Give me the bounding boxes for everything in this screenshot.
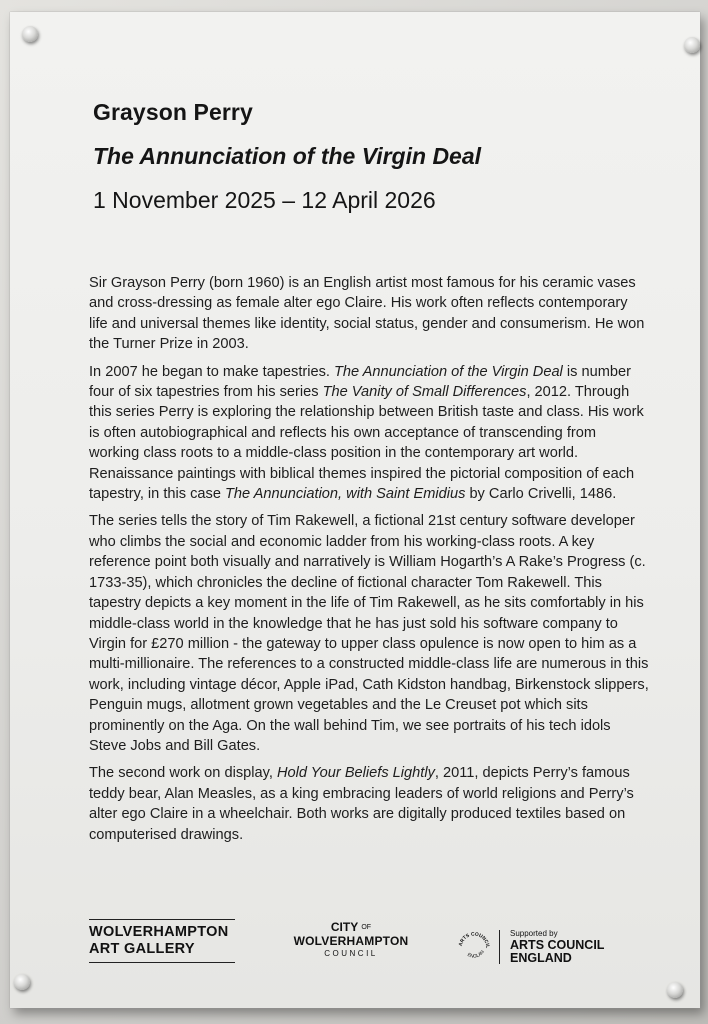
mounting-screw-bottom-right [667,982,683,998]
logo-text: ART GALLERY [89,941,195,957]
artwork-title-italic: The Annunciation of the Virgin Deal [334,363,563,380]
logo-text: ENGLAN [466,949,486,960]
arts-council-wordmark [510,929,604,965]
logo-text: ENGLAND [510,951,572,965]
logo-text [292,921,410,934]
mounting-screw-top-right [684,37,700,53]
arts-council-roundel-icon [455,927,493,965]
painting-title-italic: The Annunciation, with Saint Emidius [225,486,466,503]
series-title-italic: The Vanity of Small Differences [322,384,527,401]
logo-text: ARTS COUNCIL [458,932,490,949]
text-run: by Carlo Crivelli, 1486. [465,486,617,503]
artist-name: Grayson Perry [93,99,253,125]
logo-text: Supported by [510,929,558,938]
mounting-screw-top-left [22,26,38,42]
logo-text: WOLVERHAMPTON [89,924,229,940]
logo-text: COUNCIL [324,949,378,958]
exhibition-dates: 1 November 2025 – 12 April 2026 [93,187,436,213]
logo-text: OF [361,924,372,931]
city-of-wolverhampton-council-logo [292,921,410,959]
artwork-title: The Annunciation of the Virgin Deal [93,143,482,169]
paragraph-story: The series tells the story of Tim Rakewell, a fictional 21st century software developer who climbs the social and economic ladder from his working-class roots. A key reference point both visually and narratively is William Hogarth’s A Rake’s Progress (c. 1733-35), which chronicles the decline of fictional character Tom Rakewell. This tapestry depicts a key moment in the life of Tim Rakewell, as he sits comfortably in his middle-class world in the knowledge that he has just sold his software company to Virgin for £270 million - the gateway to upper class opulence is now open to him as a multi-millionaire. The references to a constructed middle-class life are numerous in this work, including vintage décor, Apple iPad, Cath Kidston handbag, Birkenstock slippers, Penguin mugs, allotment grown vegetables and the Le Creuset pot which sits prominently on the Aga. On the wall behind Tim, we see portraits of his tech idols Steve Jobs and Bill Gates. [89,513,649,754]
arts-council-england-logo [455,927,615,967]
text-run: , 2011, depicts Perry’s famous teddy bear, Alan Measles, as a king embracing leaders of world religions and Perry’s alter ego Claire in a wheelchair. Both works are digitally produced textiles based on computerised drawings. [89,765,634,843]
logo-text: ARTS COUNCIL [510,938,605,952]
wolverhampton-art-gallery-logo [89,919,235,963]
logo-divider [499,930,500,964]
paragraph-second-work [89,763,649,845]
text-run: is number four of six tapestries from his series [89,363,631,401]
paragraph-tapestries [89,362,649,505]
paragraph-intro: Sir Grayson Perry (born 1960) is an English artist most famous for his ceramic vases and cross-dressing as female alter ego Claire. His work often reflects contemporary life and universal themes like identity, social status, gender and consumerism. He won the Turner Prize in 2003. [89,275,645,353]
mounting-screw-bottom-left [14,974,30,990]
text-run: In 2007 he began to make tapestries. [89,363,335,380]
svg-text:ARTS COUNCIL [458,931,491,948]
label-body-text [89,273,649,852]
logo-text: WOLVERHAMPTON [293,934,409,948]
logo-text: CITY [330,920,359,934]
text-run: , 2012. Through this series Perry is exploring the relationship between British taste and class. His work is often autobiographical and reflects his own acceptance of transcending from working class roots to a middle-class position in the contemporary art world. Renaissance paintings with biblical themes inspired the pictorial composition of each tapestry, in this case [89,384,644,503]
second-artwork-title-italic: Hold Your Beliefs Lightly [276,765,435,782]
text-run: The second work on display, [89,765,277,782]
